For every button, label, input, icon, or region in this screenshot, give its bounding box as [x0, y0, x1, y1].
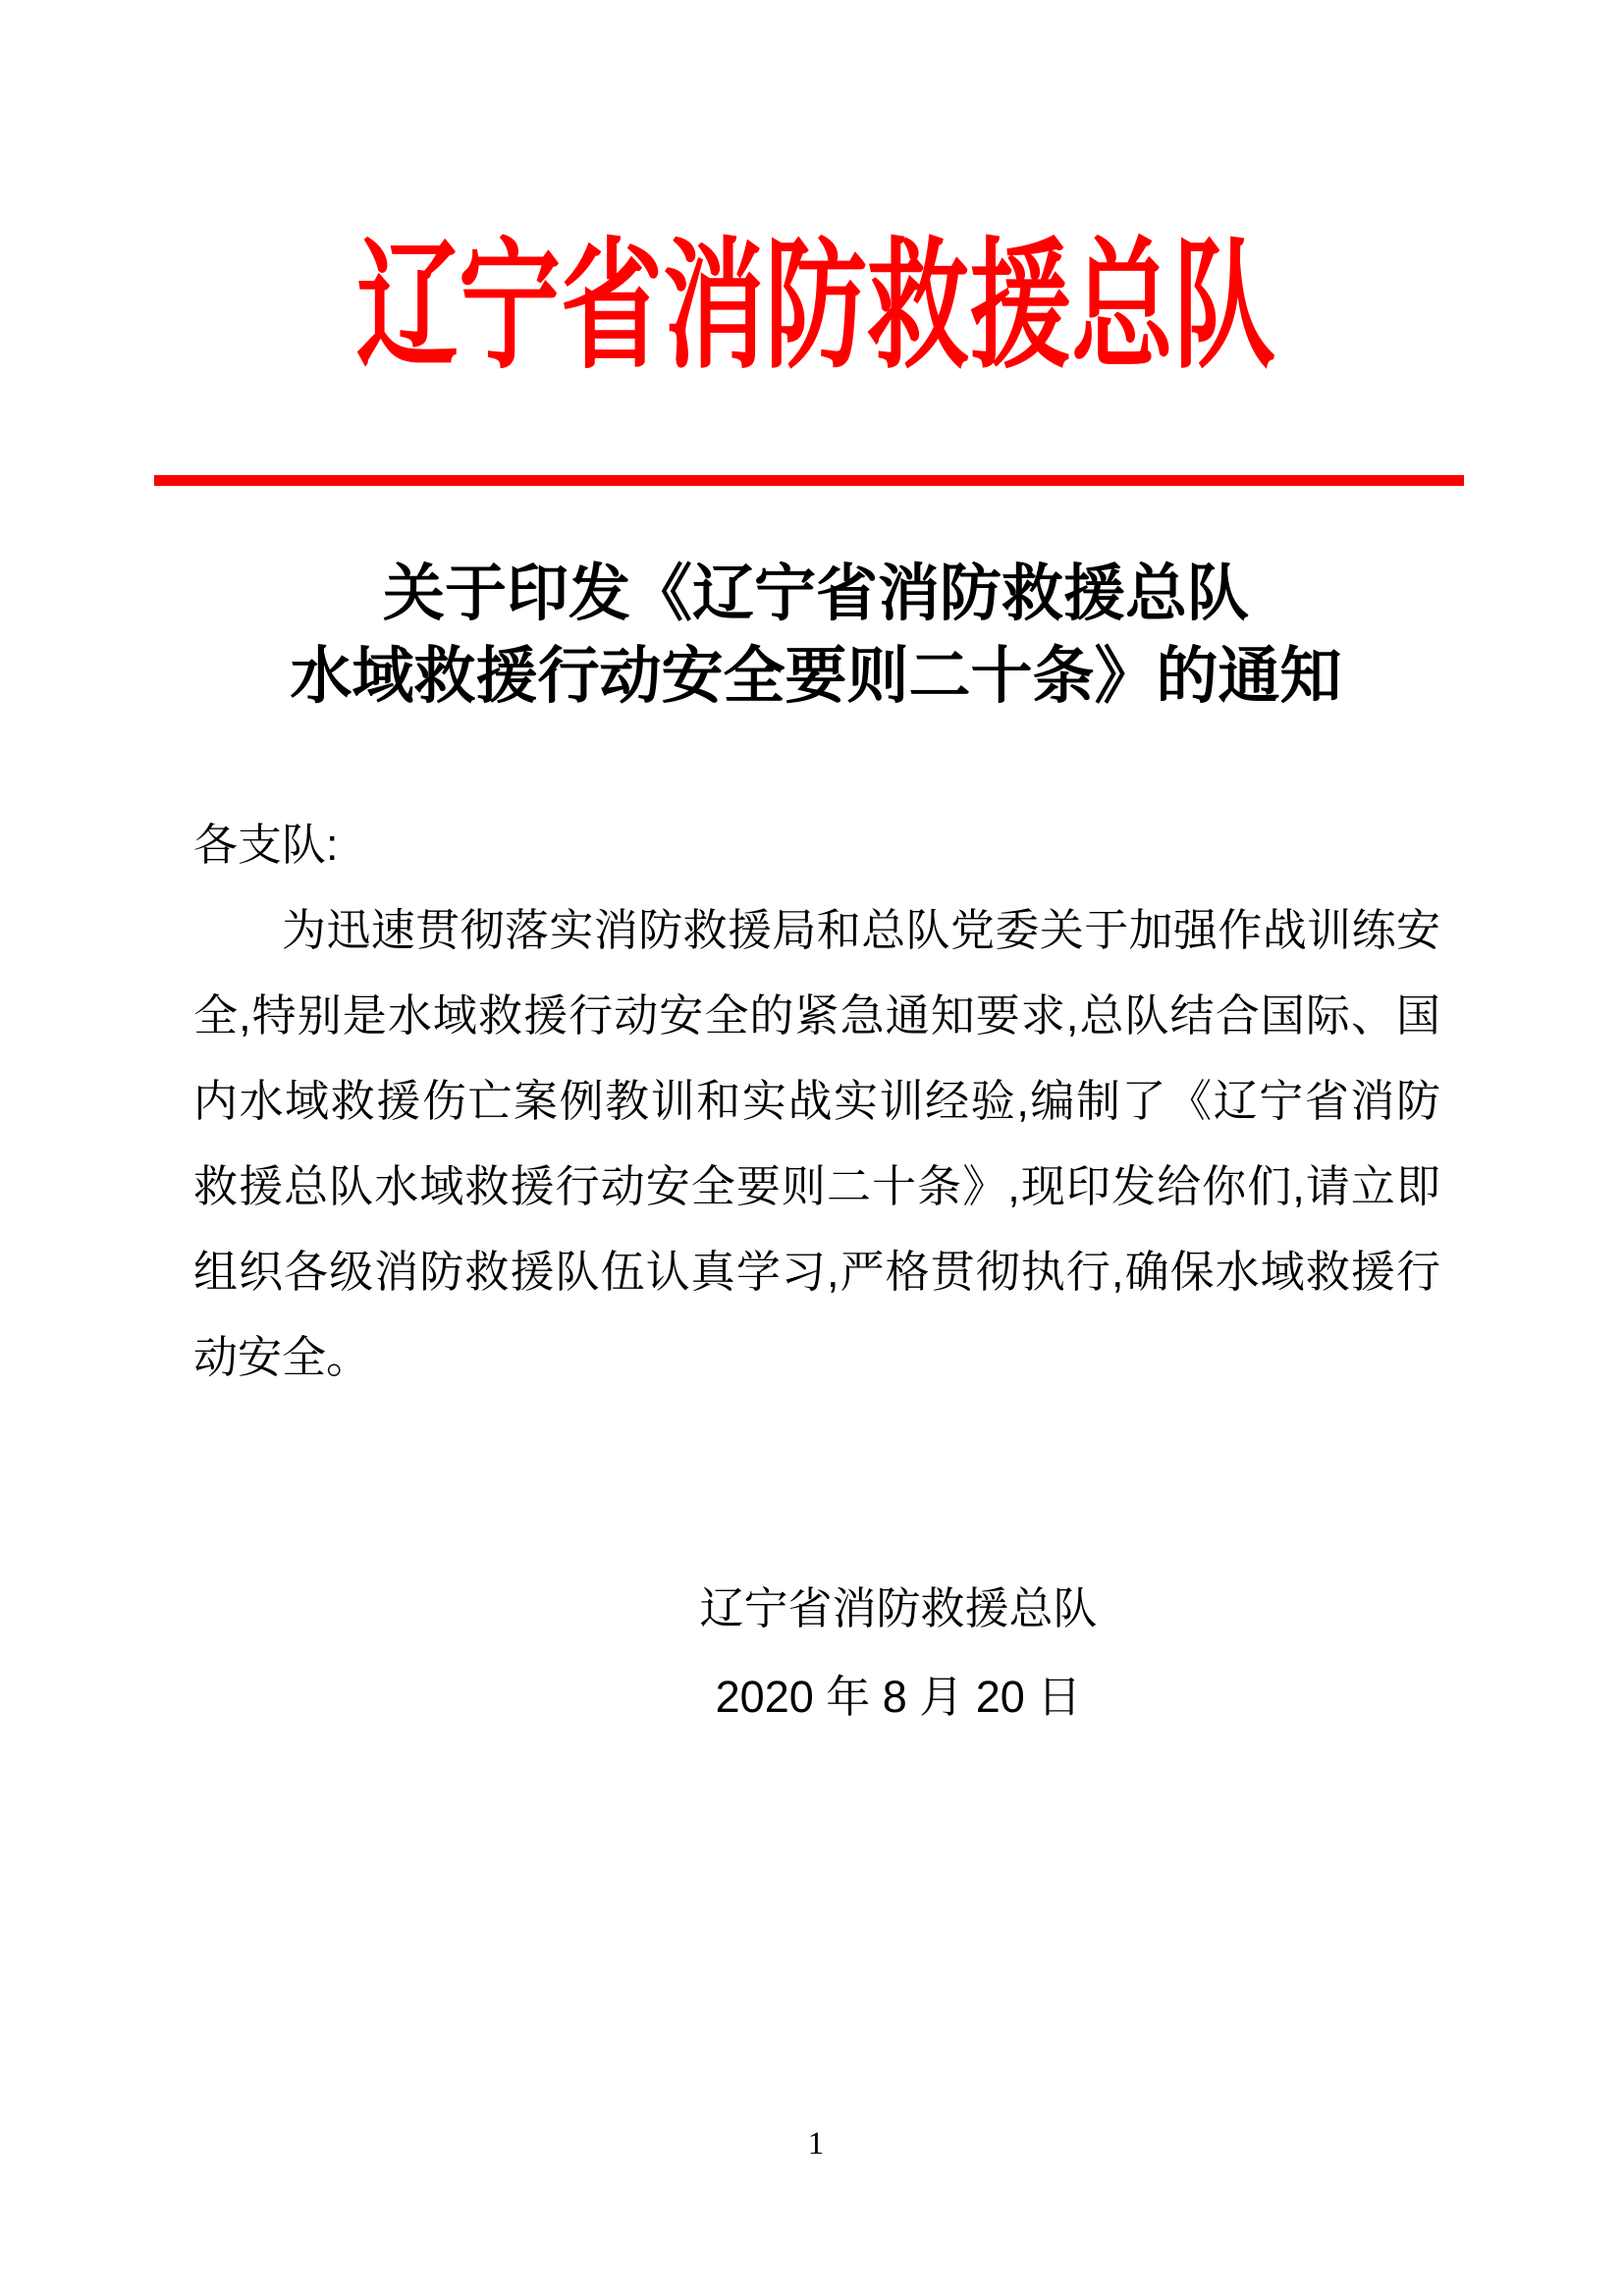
letterhead	[193, 228, 1438, 387]
signature-org: 辽宁省消防救援总队	[699, 1583, 1098, 1633]
signature-date: 2020 年 8 月 20 日	[715, 1672, 1082, 1722]
salutation: 各支队:	[193, 820, 339, 870]
document-title-line2: 水域救援行动安全要则二十条》的通知	[290, 642, 1342, 711]
signature-block	[551, 1565, 1246, 1741]
letterhead-divider-rule	[154, 475, 1464, 486]
body-paragraph: 为迅速贯彻落实消防救援局和总队党委关于加强作战训练安全,特别是水域救援行动安全的紧急通知要求,总队结合国际、国内水域救援伤亡案例教训和实战实训经验,编制了《辽宁省消防救援总队水域救援行动安全要则二十条》,现印发给你们,请立即组织各级消防救援队伍认真学习,严格贯彻执行,确保水域救援行动安全。	[193, 905, 1440, 1382]
document-title	[193, 553, 1438, 718]
page-number: 1	[807, 2126, 825, 2162]
document-title-line1: 关于印发《辽宁省消防救援总队	[383, 560, 1249, 628]
document-body	[193, 802, 1440, 1400]
letterhead-org-name: 辽宁省消防救援总队	[355, 228, 1275, 387]
